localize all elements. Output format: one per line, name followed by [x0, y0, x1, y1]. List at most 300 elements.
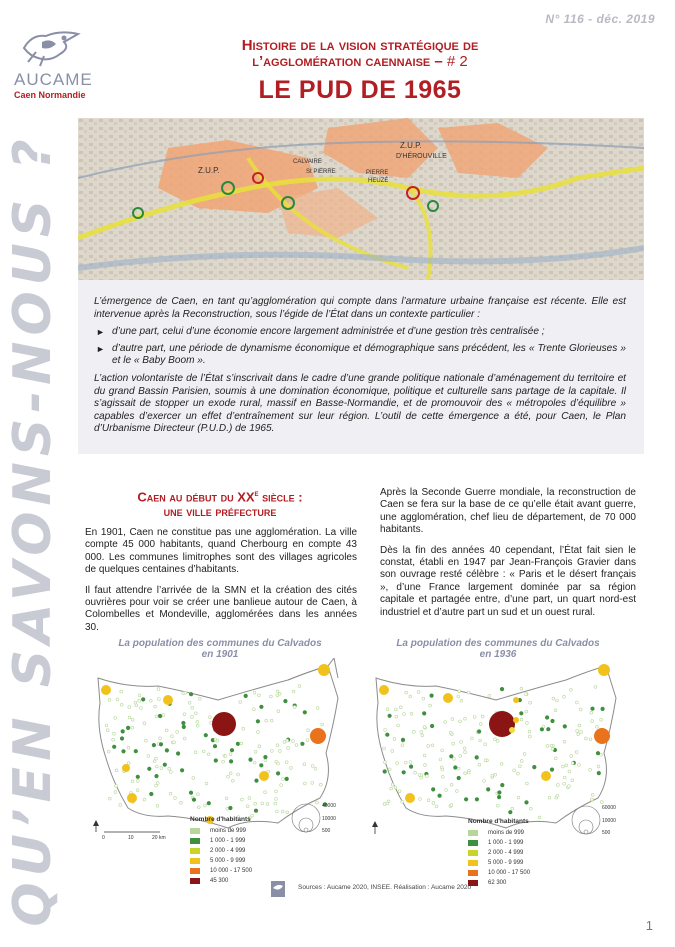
legend-item	[190, 866, 252, 876]
commune-dot	[162, 714, 165, 717]
commune-dot	[519, 765, 522, 768]
commune-dot	[404, 761, 407, 764]
commune-dot	[170, 771, 173, 774]
commune-dot	[399, 706, 402, 709]
commune-dot	[256, 720, 260, 724]
commune-dot	[275, 798, 278, 801]
commune-dot	[596, 725, 599, 728]
commune-dot	[484, 743, 487, 746]
commune-dot	[209, 716, 212, 719]
commune-dot	[292, 690, 295, 693]
commune-dot	[184, 691, 187, 694]
commune-dot	[455, 790, 458, 793]
commune-dot	[571, 762, 574, 765]
commune-dot	[513, 769, 516, 772]
commune-dot	[597, 765, 600, 768]
commune-dot	[112, 738, 115, 741]
legend-swatch	[190, 838, 200, 844]
commune-dot	[264, 759, 267, 762]
commune-dot	[576, 730, 579, 733]
size-legend-1901	[290, 798, 340, 838]
commune-dot	[196, 724, 199, 727]
commune-dot	[131, 718, 134, 721]
commune-dot	[303, 711, 307, 715]
commune-dot	[227, 775, 230, 778]
commune-dot	[546, 745, 549, 748]
legend-item	[190, 856, 252, 866]
commune-dot	[563, 782, 566, 785]
svg-text:60000: 60000	[602, 805, 616, 811]
commune-dot	[171, 735, 174, 738]
commune-dot	[401, 744, 404, 747]
commune-dot	[131, 726, 134, 729]
commune-dot	[169, 792, 172, 795]
commune-dot	[511, 807, 514, 810]
commune-dot	[563, 725, 567, 729]
commune-dot	[538, 816, 541, 819]
commune-dot	[575, 751, 578, 754]
commune-dot	[501, 783, 505, 787]
commune-dot	[136, 775, 140, 779]
aucame-mini-logo-icon	[270, 880, 286, 898]
commune-dot	[159, 743, 163, 747]
commune-dot	[135, 704, 138, 707]
commune-dot	[477, 730, 481, 734]
commune-dot	[230, 748, 234, 752]
commune-dot	[226, 807, 229, 810]
commune-dot	[475, 756, 479, 760]
commune-dot	[207, 753, 210, 756]
commune-dot	[127, 746, 130, 749]
commune-dot	[242, 727, 245, 730]
commune-dot	[568, 785, 571, 788]
commune-dot	[556, 794, 559, 797]
commune-dot	[229, 806, 233, 810]
commune-dot	[453, 758, 456, 761]
photo-label-st-pierre: St PIERRE	[306, 169, 336, 175]
aucame-logo[interactable]	[14, 28, 94, 100]
commune-dot	[311, 765, 314, 768]
commune-dot	[481, 715, 484, 718]
lisieux-1901-circle	[310, 728, 326, 744]
scale-bar	[90, 818, 170, 840]
legend-label: 1 000 - 1 999	[488, 840, 524, 846]
commune-dot	[528, 730, 531, 733]
legend-label: 10 000 - 17 500	[488, 870, 531, 876]
commune-dot	[441, 749, 444, 752]
commune-dot	[431, 744, 434, 747]
commune-dot	[464, 717, 467, 720]
svg-text:500: 500	[322, 828, 331, 834]
svg-text:40000: 40000	[322, 803, 336, 809]
commune-dot	[467, 771, 470, 774]
body-paragraph: En 1901, Caen ne constitue pas une agglomération. La ville compte 45 000 habitants, quand Cherbourg en compte 43 000. Les communes limitrophes sont des villages agricoles de quelques centaines d’habitants.	[85, 527, 357, 576]
commune-dot	[432, 802, 435, 805]
commune-dot	[183, 737, 186, 740]
commune-dot	[143, 798, 146, 801]
commune-dot	[213, 744, 217, 748]
commune-dot	[138, 694, 141, 697]
commune-dot	[395, 715, 398, 718]
commune-dot	[239, 701, 242, 704]
commune-dot	[396, 762, 399, 765]
commune-dot	[260, 705, 264, 709]
commune-dot	[176, 731, 179, 734]
commune-dot	[276, 772, 280, 776]
commune-dot	[426, 775, 429, 778]
legend-label: 1 000 - 1 999	[210, 838, 246, 844]
commune-dot	[253, 708, 256, 711]
commune-dot	[523, 753, 526, 756]
commune-dot	[311, 782, 314, 785]
svg-text:0: 0	[102, 835, 105, 840]
commune-dot	[445, 789, 448, 792]
commune-dot	[197, 793, 200, 796]
commune-dot	[204, 804, 207, 807]
legend-swatch	[190, 878, 200, 884]
commune-dot	[276, 694, 279, 697]
commune-dot	[192, 798, 196, 802]
commune-dot	[450, 783, 453, 786]
commune-dot	[264, 791, 267, 794]
commune-dot	[497, 795, 501, 799]
commune-dot	[275, 790, 278, 793]
commune-dot	[429, 704, 432, 707]
commune-dot	[189, 692, 193, 696]
commune-dot	[306, 739, 309, 742]
commune-dot	[478, 763, 481, 766]
photo-label-heuze: HEUZÉ	[368, 178, 389, 184]
commune-dot	[494, 773, 497, 776]
commune-dot	[388, 768, 391, 771]
commune-dot	[229, 772, 232, 775]
commune-dot	[441, 768, 444, 771]
side-title	[3, 133, 63, 927]
commune-dot	[159, 737, 162, 740]
legend-label: 45 300	[210, 878, 229, 884]
commune-dot	[265, 719, 268, 722]
commune-dot	[196, 720, 199, 723]
commune-dot	[444, 721, 447, 724]
commune-dot	[279, 750, 282, 753]
commune-dot	[526, 722, 529, 725]
sources-note: Sources : Aucame 2020, INSEE. Réalisation : Aucame 2020	[298, 884, 472, 891]
commune-dot	[260, 764, 264, 768]
commune-dot	[222, 760, 225, 763]
commune-dot	[134, 701, 137, 704]
commune-dot	[240, 742, 243, 745]
commune-dot	[458, 690, 461, 693]
commune-dot	[441, 775, 444, 778]
commune-dot	[394, 786, 397, 789]
body-paragraph: Il faut attendre l’arrivée de la SMN et la création des cités ouvrières pour voir se créer une banlieue autour de Caen, à Colombelles et Mondeville, agglomérées dans les années 30.	[85, 584, 357, 633]
commune-dot	[386, 708, 389, 711]
section-heading-line2: une ville préfecture	[163, 504, 277, 520]
commune-dot	[229, 760, 233, 764]
commune-dot	[578, 764, 581, 767]
commune-dot	[141, 698, 145, 702]
commune-dot	[127, 762, 130, 765]
commune-dot	[500, 687, 504, 691]
commune-dot	[405, 691, 408, 694]
commune-dot	[459, 720, 462, 723]
commune-dot	[397, 724, 400, 727]
commune-dot	[473, 716, 476, 719]
legend-swatch	[190, 858, 200, 864]
photo-label-pierre: PIERRE	[366, 170, 389, 176]
intro-paragraph-1: L’émergence de Caen, en tant qu’agglomération qui compte dans l’armature urbaine française est récente. Elle est intervenue après la Reconstruction, sous l’égide de l’État dans un contexte particulier :	[94, 296, 626, 320]
commune-dot	[464, 751, 467, 754]
commune-dot	[589, 738, 592, 741]
commune-dot	[298, 685, 301, 688]
commune-dot	[182, 721, 186, 725]
commune-dot	[155, 715, 158, 718]
commune-dot	[430, 694, 434, 698]
commune-dot	[114, 791, 117, 794]
commune-dot	[180, 801, 183, 804]
commune-dot	[286, 811, 289, 814]
commune-dot	[452, 742, 455, 745]
commune-dot	[424, 764, 427, 767]
commune-dot	[550, 744, 553, 747]
commune-dot	[525, 693, 528, 696]
commune-dot	[114, 717, 117, 720]
commune-dot	[409, 695, 412, 698]
commune-dot	[496, 804, 499, 807]
commune-dot	[520, 687, 523, 690]
commune-dot	[106, 729, 109, 732]
commune-dot	[568, 770, 571, 773]
lisieux-1936-circle	[594, 728, 610, 744]
commune-dot	[224, 755, 227, 758]
commune-dot	[457, 767, 460, 770]
commune-dot	[594, 686, 597, 689]
north-arrow-1936	[368, 820, 382, 838]
commune-dot	[270, 695, 273, 698]
commune-dot	[229, 753, 232, 756]
commune-dot	[431, 788, 435, 792]
commune-dot	[427, 745, 430, 748]
commune-dot	[491, 774, 494, 777]
commune-dot	[457, 776, 461, 780]
commune-dot	[401, 800, 404, 803]
commune-dot	[303, 763, 306, 766]
commune-dot	[140, 707, 143, 710]
legend-item	[190, 836, 252, 846]
issue-number: N° 116 - déc. 2019	[545, 12, 655, 26]
commune-dot	[285, 777, 289, 781]
commune-dot	[579, 708, 582, 711]
legend-label: moins de 999	[488, 830, 525, 836]
commune-dot	[585, 737, 588, 740]
commune-dot	[427, 799, 430, 802]
commune-dot	[475, 798, 479, 802]
intro-bullet-list	[94, 326, 626, 368]
commune-dot	[591, 720, 594, 723]
commune-dot	[526, 782, 529, 785]
commune-dot	[257, 731, 260, 734]
commune-dot	[156, 782, 159, 785]
commune-dot	[120, 690, 123, 693]
commune-dot	[108, 698, 111, 701]
commune-dot	[150, 792, 154, 796]
commune-dot	[454, 766, 458, 770]
commune-dot	[246, 805, 249, 808]
commune-dot	[191, 716, 194, 719]
commune-dot	[467, 691, 470, 694]
commune-dot	[134, 749, 138, 753]
commune-dot	[435, 805, 438, 808]
commune-dot	[418, 774, 421, 777]
commune-dot	[484, 759, 487, 762]
commune-dot	[578, 724, 581, 727]
commune-dot	[254, 802, 257, 805]
commune-dot	[158, 698, 161, 701]
commune-dot	[471, 737, 474, 740]
commune-dot	[143, 722, 146, 725]
commune-dot	[409, 765, 413, 769]
commune-dot	[155, 774, 159, 778]
commune-dot	[590, 711, 593, 714]
commune-dot	[138, 699, 141, 702]
commune-dot	[276, 690, 279, 693]
commune-dot	[163, 763, 167, 767]
caen-1901-circle	[212, 712, 236, 736]
commune-dot	[276, 744, 279, 747]
legend-swatch	[468, 850, 478, 856]
commune-dot	[457, 695, 460, 698]
commune-dot	[237, 773, 240, 776]
commune-dot	[107, 750, 110, 753]
body-paragraph: Dès la fin des années 40 cependant, l’État fait sien le constat, établi en 1947 par Jean-François Gravier dans son ouvrage resté célèbre : « Paris et le désert français », d’une France largement dominée par sa région capitale et partagée entre, d’une part, un quart nord-est industriel et d’autre part un sud et un ouest rural.	[380, 544, 636, 618]
commune-dot	[316, 707, 319, 710]
legend-1936: Nombre d'habitants moins de 999 1 000 - 1 999 2 000 - 4 999 5 000 - 9 999 10 000 - 17 500 62 300	[468, 818, 531, 886]
commune-dot	[225, 797, 228, 800]
commune-dot	[403, 713, 406, 716]
commune-dot	[488, 695, 491, 698]
commune-dot	[460, 699, 463, 702]
photo-label-zup-left: Z.U.P.	[198, 166, 220, 175]
body-paragraph: Après la Seconde Guerre mondiale, la reconstruction de Caen se fera sur la base de ce qu’elle était avant guerre, une agglomération, chef lieu de département, de 70 000 habitants.	[380, 487, 636, 536]
commune-dot	[401, 738, 405, 742]
commune-dot	[393, 738, 396, 741]
commune-dot	[486, 788, 490, 792]
commune-dot	[509, 810, 513, 814]
commune-dot	[122, 750, 126, 754]
commune-dot	[321, 723, 324, 726]
commune-dot	[307, 729, 310, 732]
commune-dot	[128, 716, 131, 719]
commune-dot	[542, 725, 545, 728]
legend-label: 10 000 - 17 500	[210, 868, 253, 874]
commune-dot	[120, 703, 123, 706]
commune-dot	[214, 759, 218, 763]
commune-dot	[119, 804, 122, 807]
commune-dot	[384, 729, 387, 732]
commune-dot	[550, 768, 554, 772]
commune-dot	[254, 809, 258, 813]
commune-dot	[112, 745, 116, 749]
legend-1901-rows	[190, 826, 252, 886]
commune-dot	[577, 733, 580, 736]
commune-dot	[450, 755, 454, 759]
commune-dot	[128, 706, 131, 709]
commune-dot	[191, 706, 194, 709]
commune-dot	[281, 810, 284, 813]
commune-dot	[248, 797, 251, 800]
commune-dot	[479, 723, 482, 726]
commune-dot	[145, 739, 148, 742]
commune-dot	[282, 778, 285, 781]
commune-dot	[394, 708, 397, 711]
commune-dot	[528, 735, 531, 738]
commune-dot	[423, 726, 426, 729]
commune-dot	[154, 705, 157, 708]
commune-dot	[563, 695, 566, 698]
commune-dot	[552, 697, 555, 700]
commune-dot	[596, 751, 600, 755]
commune-dot	[173, 741, 176, 744]
main-title: LE PUD DE 1965	[258, 76, 462, 104]
commune-dot	[116, 698, 119, 701]
legend-label: 62 300	[488, 880, 507, 886]
commune-dot	[383, 803, 386, 806]
legend-label: moins de 999	[210, 828, 247, 834]
commune-dot	[249, 758, 253, 762]
logo-subtitle: Caen Normandie	[14, 90, 86, 100]
legend-label: 2 000 - 4 999	[210, 848, 246, 854]
series-title-line1: Histoire de la vision stratégique de	[241, 37, 479, 54]
commune-dot	[183, 713, 186, 716]
commune-dot	[520, 760, 523, 763]
commune-dot	[533, 765, 537, 769]
commune-dot	[236, 742, 240, 746]
commune-dot	[292, 740, 295, 743]
commune-dot	[419, 798, 422, 801]
commune-dot	[386, 802, 389, 805]
commune-dot	[554, 709, 557, 712]
commune-dot	[244, 694, 248, 698]
commune-dot	[276, 810, 279, 813]
commune-dot	[105, 724, 108, 727]
commune-dot	[285, 761, 288, 764]
commune-dot	[198, 697, 201, 700]
commune-dot	[255, 779, 259, 783]
commune-dot	[270, 719, 273, 722]
triangle-bullet-icon: ►	[96, 327, 105, 338]
legend-swatch	[468, 840, 478, 846]
legend-swatch	[468, 830, 478, 836]
commune-dot	[571, 779, 574, 782]
commune-dot	[174, 797, 177, 800]
commune-dot	[121, 730, 125, 734]
photo-label-calvaire: CALVAIRE	[293, 159, 322, 165]
photo-label-zup-right: Z.U.P.	[400, 141, 422, 150]
commune-dot	[388, 714, 392, 718]
commune-dot	[557, 784, 560, 787]
commune-dot	[520, 712, 524, 716]
svg-text:10: 10	[128, 835, 134, 840]
legend-item	[190, 846, 252, 856]
commune-dot	[149, 699, 152, 702]
commune-dot	[295, 744, 298, 747]
commune-dot	[563, 776, 566, 779]
commune-dot	[152, 743, 156, 747]
commune-dot	[266, 803, 269, 806]
commune-dot	[153, 760, 156, 763]
size-legend-1936	[570, 800, 620, 840]
commune-dot	[554, 757, 557, 760]
